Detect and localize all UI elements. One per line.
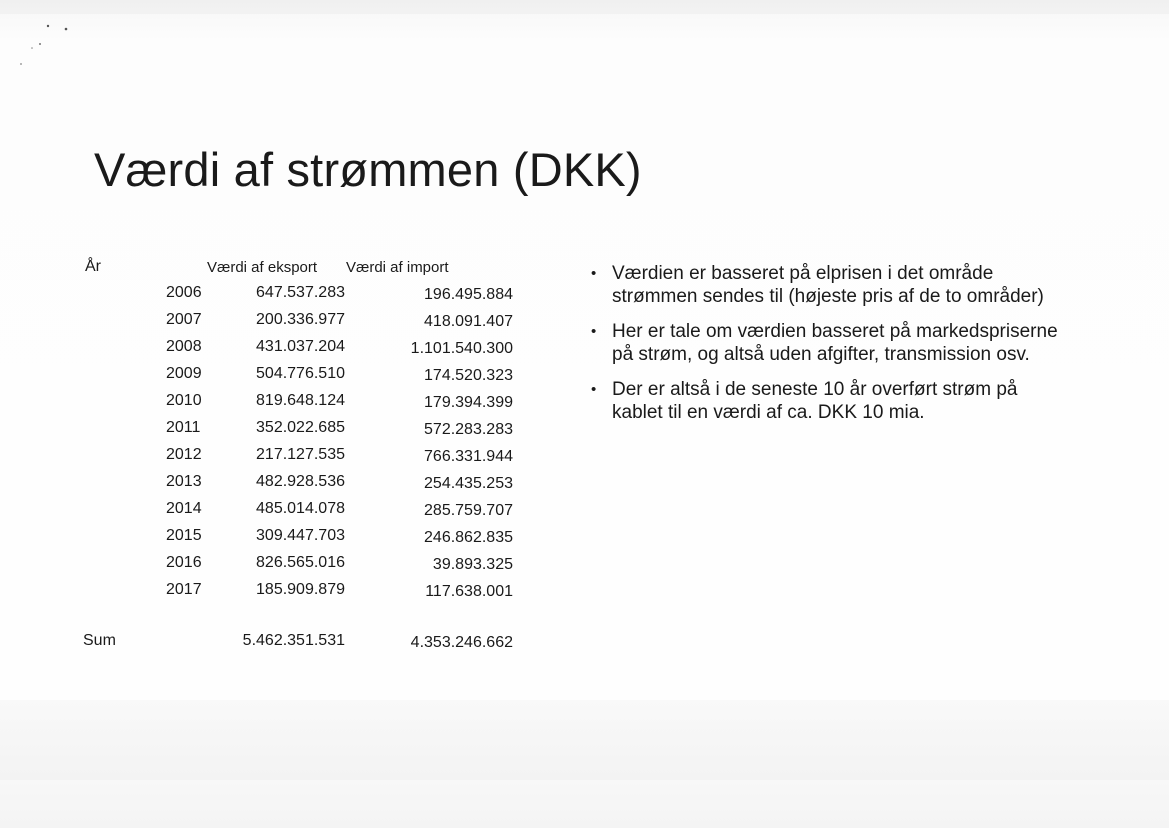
cell-year: 2015 — [166, 527, 202, 544]
value-table — [80, 254, 520, 664]
scan-band-bottom — [0, 700, 1169, 780]
bullet-item — [590, 378, 1060, 424]
table-row — [80, 392, 520, 418]
header-import: Værdi af import — [346, 259, 449, 276]
cell-export: 309.447.703 — [256, 527, 345, 544]
cell-year: 2016 — [166, 554, 202, 571]
cell-import: 39.893.325 — [432, 556, 513, 573]
cell-import: 572.283.283 — [424, 421, 513, 438]
cell-import: 1.101.540.300 — [410, 340, 513, 357]
cell-export: 485.014.078 — [256, 500, 345, 517]
table-row — [80, 446, 520, 472]
cell-import: 196.495.884 — [424, 286, 513, 303]
table-row — [80, 473, 520, 499]
cell-year: 2013 — [166, 473, 202, 490]
cell-year: 2010 — [166, 392, 202, 409]
cell-import: 254.435.253 — [424, 475, 513, 492]
table-row — [80, 338, 520, 364]
table-row — [80, 500, 520, 526]
cell-export: 185.909.879 — [256, 581, 345, 598]
cell-import: 246.862.835 — [424, 529, 513, 546]
cell-import: 117.638.001 — [425, 583, 513, 600]
cell-export: 482.928.536 — [256, 473, 345, 490]
bullet-dot-icon: • — [591, 265, 597, 282]
cell-year: 2006 — [166, 284, 202, 301]
cell-year: 2007 — [166, 311, 202, 328]
bullet-dot-icon: • — [591, 381, 597, 398]
sum-label: Sum — [83, 632, 116, 649]
bullet-text: Her er tale om værdien basseret på markedspriserne på strøm, og altså uden afgifter, transmission osv. — [612, 321, 1058, 365]
bullet-list — [590, 262, 1060, 436]
sum-export: 5.462.351.531 — [242, 632, 345, 649]
bullet-item — [590, 262, 1060, 308]
cell-export: 217.127.535 — [256, 446, 345, 463]
scan-edge-top — [0, 0, 1169, 14]
table-row — [80, 284, 520, 310]
table-row — [80, 311, 520, 337]
cell-export: 826.565.016 — [256, 554, 345, 571]
cell-export: 352.022.685 — [256, 419, 345, 436]
cell-export: 431.037.204 — [256, 338, 345, 355]
cell-export: 647.537.283 — [256, 284, 345, 301]
table-row — [80, 419, 520, 445]
table-row — [80, 554, 520, 580]
cell-import: 174.520.323 — [424, 367, 513, 384]
cell-import: 179.394.399 — [424, 394, 513, 411]
bullet-item — [590, 320, 1060, 366]
sum-row — [80, 632, 520, 658]
bullet-text: Der er altså i de seneste 10 år overført strøm på kablet til en værdi af ca. DKK 10 mia. — [612, 379, 1018, 423]
scan-specks — [18, 20, 78, 70]
table-row — [80, 581, 520, 607]
cell-year: 2014 — [166, 500, 202, 517]
cell-import: 418.091.407 — [424, 313, 513, 330]
bullet-dot-icon: • — [591, 323, 597, 340]
sum-import: 4.353.246.662 — [410, 634, 513, 651]
bullet-text: Værdien er basseret på elprisen i det område strømmen sendes til (højeste pris af de to områder) — [612, 263, 1044, 307]
slide-title: Værdi af strømmen (DKK) — [94, 143, 642, 196]
cell-import: 766.331.944 — [424, 448, 513, 465]
cell-export: 504.776.510 — [256, 365, 345, 382]
table-row — [80, 365, 520, 391]
cell-import: 285.759.707 — [424, 502, 513, 519]
cell-year: 2008 — [166, 338, 202, 355]
cell-export: 819.648.124 — [256, 392, 345, 409]
header-year: År — [85, 258, 101, 275]
header-export: Værdi af eksport — [207, 259, 318, 276]
cell-year: 2012 — [166, 446, 202, 463]
cell-year: 2017 — [166, 581, 202, 598]
cell-year: 2011 — [166, 419, 201, 436]
cell-export: 200.336.977 — [256, 311, 345, 328]
cell-year: 2009 — [166, 365, 202, 382]
table-row — [80, 527, 520, 553]
